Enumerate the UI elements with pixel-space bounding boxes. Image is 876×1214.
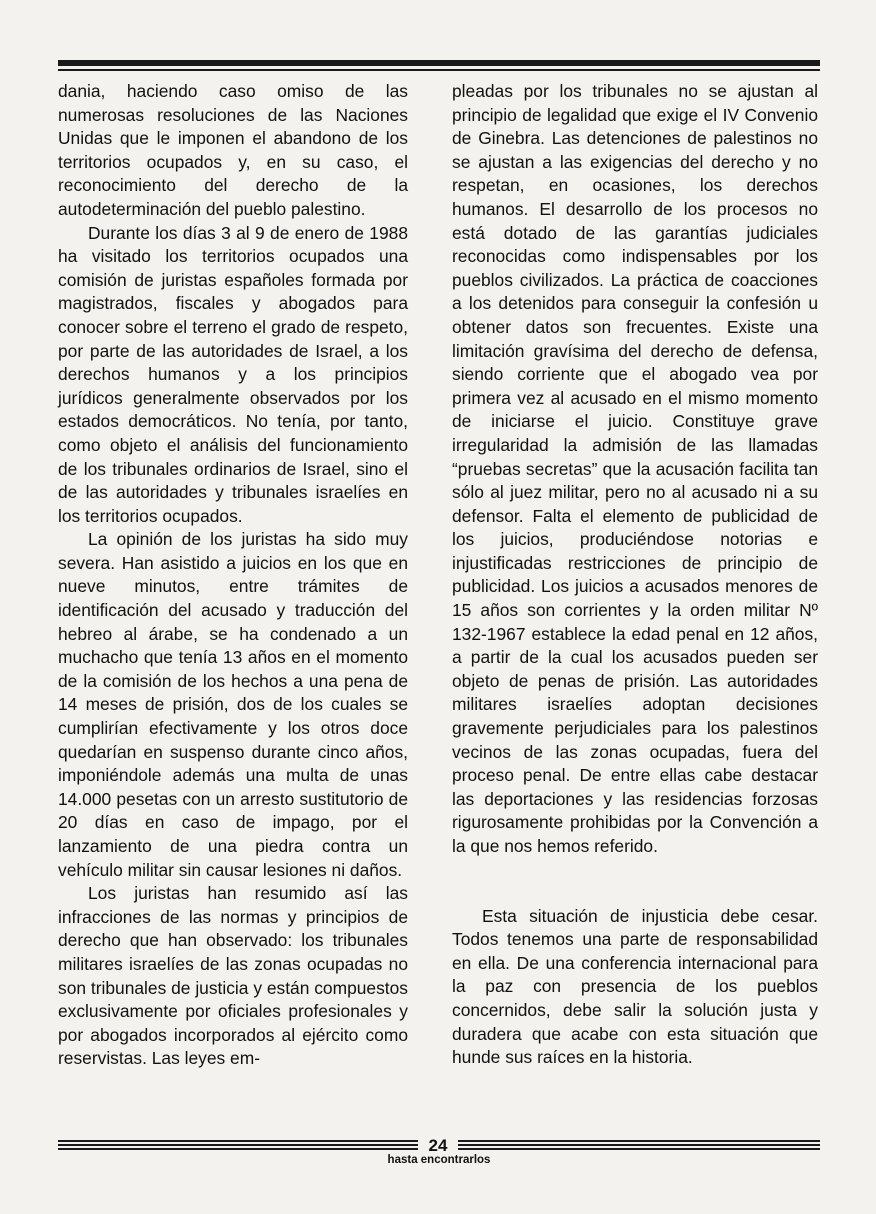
paragraph-tribunals-detail: pleadas por los tribunales no se ajustan al principio de legalidad que exige el IV Convenio de Ginebra. Las detenciones de palestinos no se ajustan a las exigencias del derecho y no respetan, en ocasiones, los derechos humanos. El desarrollo de los procesos no está dotado de las garantías judiciales reconocidas como indispensables por los pueblos civilizados. La práctica de coacciones a los detenidos para conseguir la confesión u obtener datos son frecuentes. Existe una limitación gravísima del derecho de defensa, siendo corriente que el abogado vea por primera vez al acusado en el mismo momento de iniciarse el juicio. Constituye grave irregularidad la admisión de las llamadas “pruebas secretas” que la acusación facilita tan sólo al juez militar, pero no al acusado ni a su defensor. Falta el elemento de publicidad de los juicios, produciéndose notorias e injustificadas restricciones de principio de publicidad. Los juicios a acusados menores de 15 años son corrientes y la orden militar Nº 132-1967 establece la edad penal en 12 años, a partir de la cual los acusados pueden ser objeto de penas de prisión. Las autoridades militares israelíes adoptan decisiones gravemente perjudiciales para los palestinos vecinos de las zonas ocupadas, fuera del proceso penal. De entre ellas cabe destacar las deportaciones y las residencias forzosas rigurosamente prohibidas por la Convención a la que nos hemos referido. xyxy=(452,81,818,856)
footer-rule-right xyxy=(458,1140,820,1154)
header-rule-thin xyxy=(58,69,820,71)
paragraph-conclusion: Esta situación de injusticia debe cesar. Todos tenemos una parte de responsabilidad en ella. De una conferencia internacional para la paz con presencia de los pueblos concernidos, debe salir la solución justa y duradera que acabe con esta situación que hunde sus raíces en la historia. xyxy=(452,905,818,1068)
paragraph-infractions-summary: Los juristas han resumido así las infracciones de las normas y principios de derecho que han observado: los tribunales militares israelíes de las zonas ocupadas no son tribunales de justicia y están compuestos exclusivamente por oficiales profesionales y por abogados incorporados al ejército como reservistas. Las leyes em- xyxy=(58,883,408,1069)
right-text-column xyxy=(452,80,818,1070)
header-rule-thick xyxy=(58,60,820,66)
footer-rule-left xyxy=(58,1140,418,1154)
paragraph-spacer xyxy=(452,859,818,905)
paragraph-commission-visit: Durante los días 3 al 9 de enero de 1988 ha visitado los territorios ocupados una comisión de juristas españoles formada por magistrados, fiscales y abogados para conocer sobre el terreno el grado de respeto, por parte de las autoridades de Israel, a los derechos humanos y a los principios jurídicos generalmente observados por los estados democráticos. No tenía, por tanto, como objeto el análisis del funcionamiento de los tribunales ordinarios de Israel, sino el de las autoridades y tribunales israelíes en los territorios ocupados. xyxy=(58,222,408,526)
paragraph-jurists-opinion: La opinión de los juristas ha sido muy severa. Han asistido a juicios en los que en nueve minutos, entre trámites de identificación del acusado y traducción del hebreo al árabe, se ha condenado a un muchacho que tenía 13 años en el momento de la comisión de los hechos a una pena de 14 meses de prisión, dos de los cuales se cumplirían efectivamente y los otros doce quedarían en suspenso durante cinco años, imponiéndole además una multa de unas 14.000 pesetas con un arresto sustitutorio de 20 días en caso de impago, por el lanzamiento de una piedra contra un vehículo militar sin causar lesiones ni daños. xyxy=(58,529,408,880)
page-number: 24 xyxy=(428,1136,448,1155)
left-text-column xyxy=(58,80,408,1071)
publication-name: hasta encontrarlos xyxy=(387,1154,491,1166)
page-footer xyxy=(58,1138,820,1168)
paragraph-continuation: dania, haciendo caso omiso de las numerosas resoluciones de las Naciones Unidas que le imponen el abandono de los territorios ocupados y, en su caso, el reconocimiento del derecho de la autodeterminación del pueblo palestino. xyxy=(58,81,408,219)
